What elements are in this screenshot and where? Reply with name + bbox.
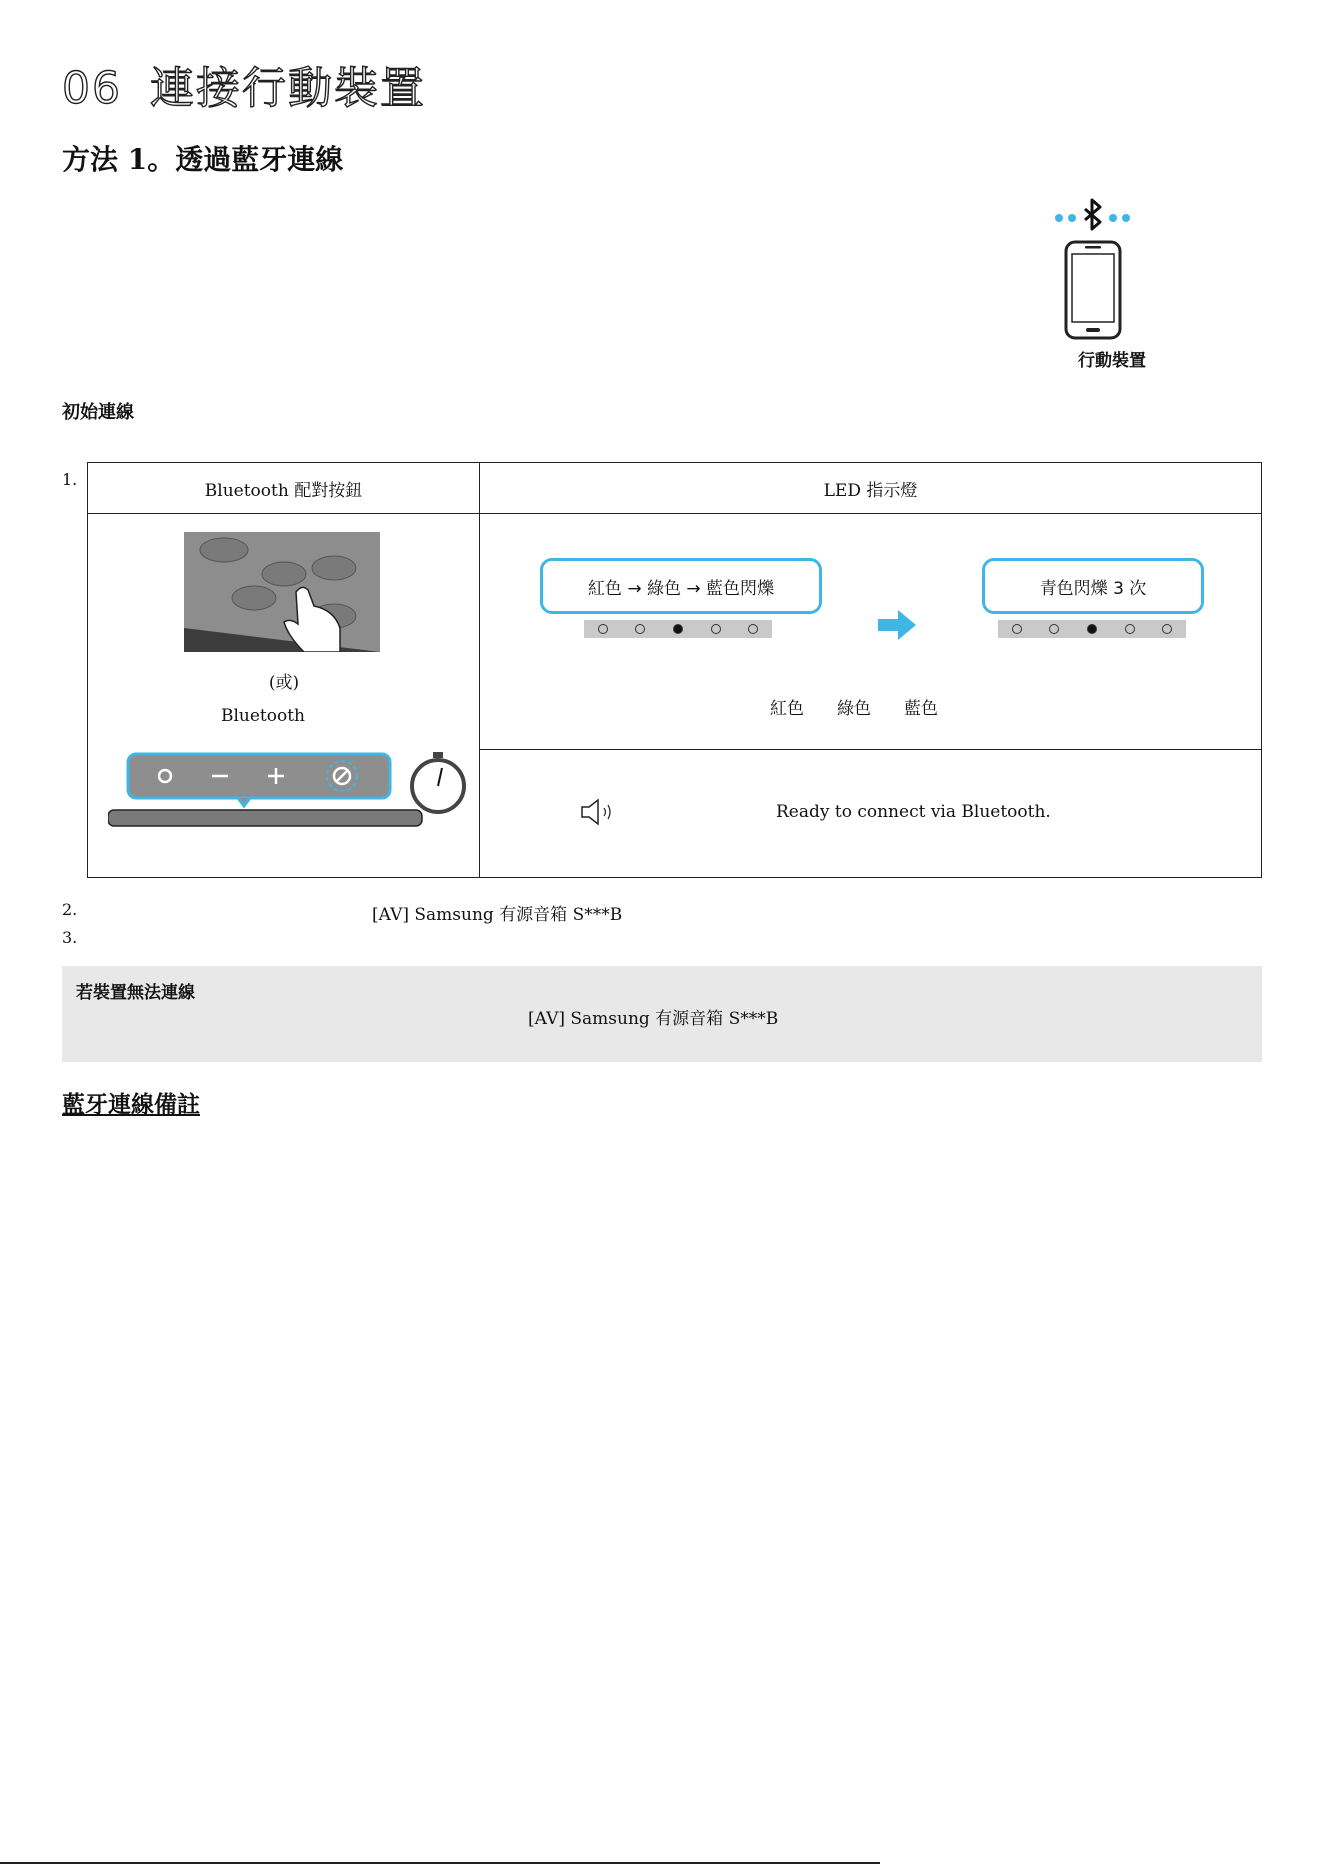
led-indicator-cell [480,514,1262,750]
led-dot [1049,624,1059,634]
led-cyan-bubble: 青色閃爍 3 次 [982,558,1204,614]
stopwatch-icon [412,752,464,812]
method-title: 方法 1。透過藍牙連線 [62,143,344,176]
or-label: (或) [268,673,300,693]
color-blue-label: 藍色 [904,699,938,719]
led-dot-active [1087,624,1097,634]
chapter-number: 06 [62,63,122,114]
led-sequence-bubble: 紅色 → 綠色 → 藍色閃爍 [540,558,822,614]
step-number-3: 3. [62,928,78,947]
led-dot [711,624,721,634]
step2-device-name: [AV] Samsung 有源音箱 S***B [372,905,623,925]
pairing-table [87,462,1262,878]
note-title: 若裝置無法連線 [76,983,195,1003]
header-led-indicator: LED 指示燈 [480,463,1262,514]
led-dot [1012,624,1022,634]
phone-label: 行動裝置 [1078,351,1146,371]
speaker-sound-icon [580,798,620,826]
led-bar-2 [998,620,1186,638]
led-dot-active [673,624,683,634]
step-number-1: 1. [62,470,78,489]
led-dot [1162,624,1172,634]
led-dot [1125,624,1135,634]
section-title: 初始連線 [62,402,134,423]
led-dot [748,624,758,634]
bluetooth-label: Bluetooth [220,706,306,726]
led-dot [598,624,608,634]
header-pairing-button: Bluetooth 配對按鈕 [88,463,480,514]
voice-guide-cell [480,750,1262,878]
hand-press-icon [184,532,380,652]
bluetooth-icon [1055,200,1130,229]
arrow-right-icon [878,610,916,640]
chapter-title: 連接行動裝置 [150,63,426,114]
voice-message: Ready to connect via Bluetooth. [776,802,1051,822]
chapter-heading [62,52,426,116]
color-green-label: 綠色 [837,699,871,719]
footer-rule [0,1862,880,1864]
step-number-2: 2. [62,900,78,919]
led-dot [635,624,645,634]
led-bar-1 [584,620,772,638]
color-red-label: 紅色 [770,699,804,719]
pairing-button-cell [88,514,480,878]
soundbar-control-panel [108,748,468,840]
note-device-name: [AV] Samsung 有源音箱 S***B [528,1009,779,1029]
bt-notes-title: 藍牙連線備註 [62,1091,200,1118]
